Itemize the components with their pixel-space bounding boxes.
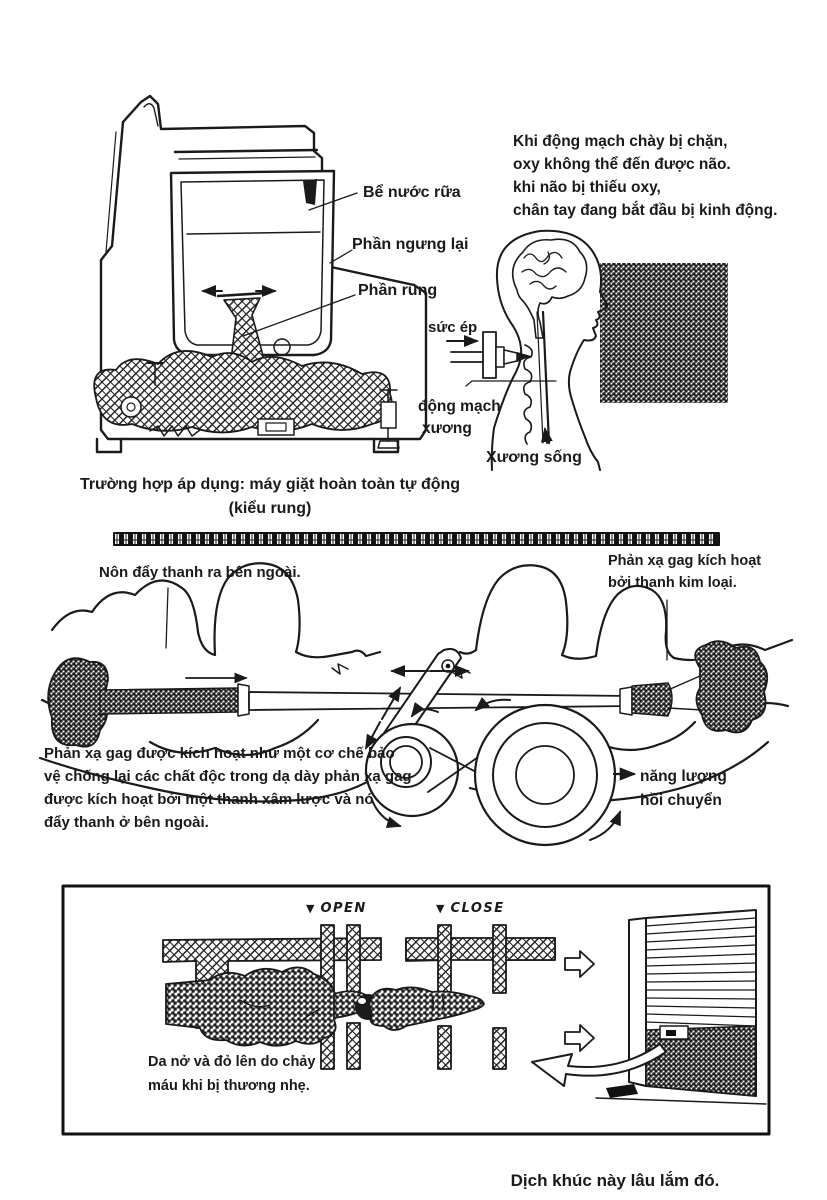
open-marker: [306, 902, 367, 915]
triangle-down-icon: ▼: [306, 902, 315, 915]
bar-right-knob: [695, 641, 767, 732]
washing-machine-diagram: [94, 96, 426, 452]
washer-caption-line: (kiểu rung): [228, 500, 312, 517]
gag-body-line: vệ chống lại các chất độc trong dạ dày phản xạ gag: [44, 768, 412, 785]
open-label: OPEN: [320, 901, 367, 916]
washer-label-condense: Phần ngưng lại: [352, 236, 469, 253]
vertebrae: [524, 345, 532, 444]
head-note-line: chân tay đang bắt đầu bị kinh động.: [513, 202, 778, 219]
gag-label-push: Nôn đẩy thanh ra bên ngoài.: [99, 564, 301, 581]
shutter-caption-line: Da nở và đỏ lên do chảy: [148, 1054, 316, 1070]
label-artery-line: xương: [422, 420, 472, 437]
gag-body-line: Phản xạ gag được kích hoạt như một cơ chế bảo: [44, 745, 395, 762]
bar-left-knob: [48, 658, 108, 747]
label-pressure: sức ép: [428, 319, 478, 336]
washer-label-tub: Bể nước rữa: [363, 184, 461, 201]
base-mechanism: [94, 351, 392, 433]
label-spine: Xương sống: [486, 449, 582, 466]
gag-label-energy-line: hồi chuyển: [640, 792, 722, 809]
spine-arrow-icon: [545, 429, 547, 443]
head-note-line: Khi động mạch chày bị chặn,: [513, 133, 728, 150]
bar-right-handle: [632, 683, 672, 716]
halftone-block: [600, 263, 728, 403]
triangle-down-icon: ▼: [436, 902, 445, 915]
large-pulley: [475, 705, 615, 845]
gag-label-leaders: [166, 588, 667, 678]
gag-label-trigger: [608, 550, 761, 594]
close-marker: [436, 902, 505, 915]
bar-shaft: [249, 692, 632, 710]
gag-body-text: [44, 742, 412, 834]
close-label: CLOSE: [450, 901, 505, 916]
gag-label-energy: [640, 765, 727, 813]
bar-left-handle: [100, 688, 238, 714]
shutter-caption: [148, 1050, 315, 1098]
head-note-line: oxy không thể đến được não.: [513, 156, 731, 173]
footer-note: Dịch khúc này lâu lắm đó.: [510, 1171, 720, 1190]
gag-body-line: được kích hoạt bởi một thanh xâm lược và nó: [44, 791, 374, 808]
gag-label-energy-line: năng lượng: [640, 768, 727, 785]
washer-label-vibrate: Phần rung: [358, 282, 438, 299]
shutter-caption-line: máu khi bị thương nhẹ.: [148, 1078, 310, 1094]
washer-caption: [65, 473, 475, 521]
label-artery: [418, 396, 501, 440]
head-note: [513, 130, 777, 222]
label-artery-line: động mạch: [418, 398, 501, 415]
head-note-line: khi não bị thiếu oxy,: [513, 179, 661, 196]
gag-label-trigger-line: bởi thanh kim loại.: [608, 575, 737, 591]
gag-body-line: đẩy thanh ở bên ngoài.: [44, 814, 209, 831]
separator-band: [114, 533, 719, 545]
washer-caption-line: Trường hợp áp dụng: máy giặt hoàn toàn tự động: [79, 476, 461, 493]
gag-label-trigger-line: Phản xạ gag kích hoạt: [608, 553, 762, 569]
